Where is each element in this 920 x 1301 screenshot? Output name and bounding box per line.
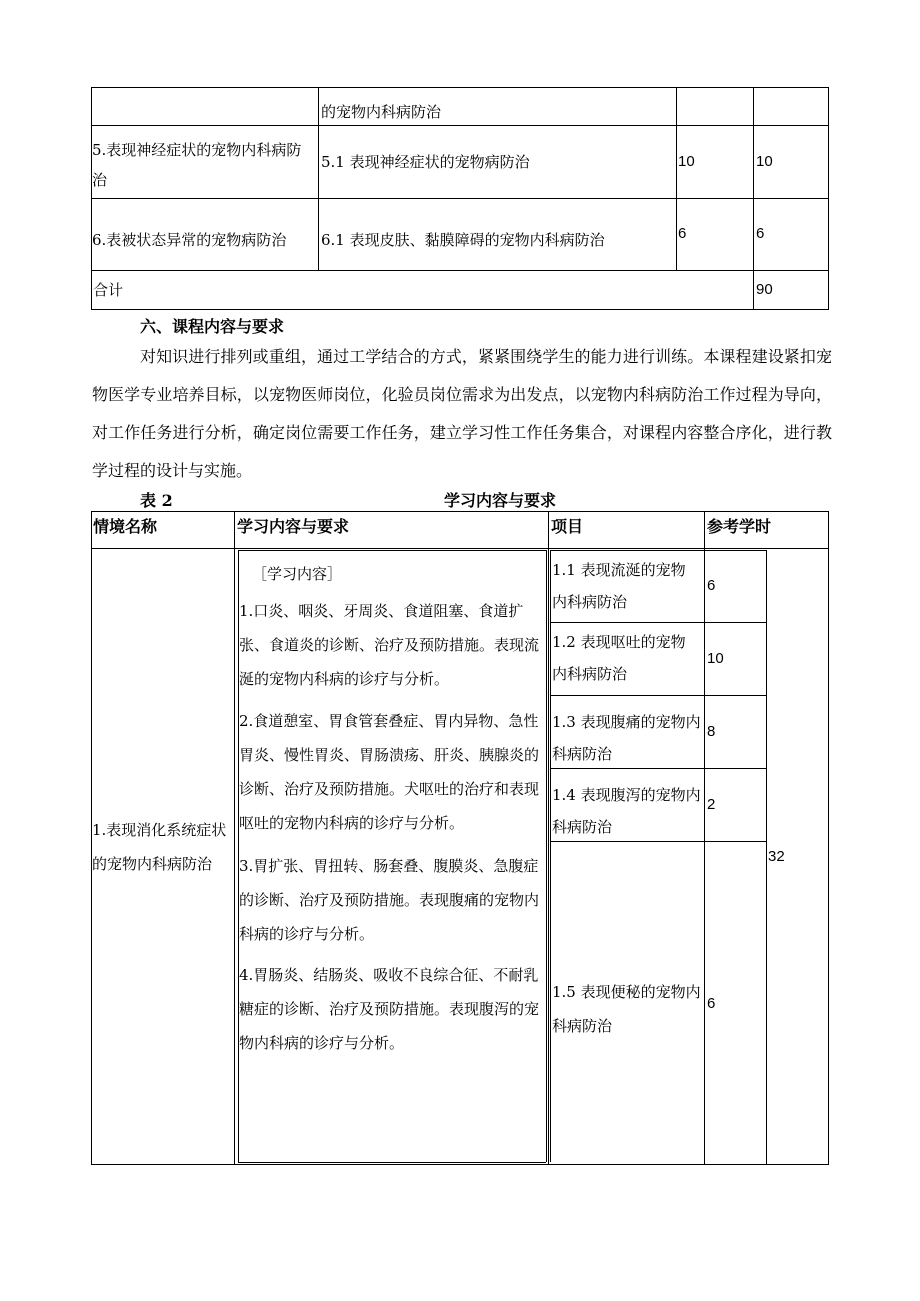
table1-row5-hours: 10: [678, 153, 695, 170]
table1-total-value: 90: [756, 281, 773, 298]
table1-row5-situation: 5.表现神经症状的宠物内科病防治: [92, 141, 302, 189]
table2-content-item-2: 2.食道憩室、胃食管套叠症、胃内异物、急性胃炎、慢性胃炎、胃肠溃疡、肝炎、胰腺炎的诊断、治疗及预防措施。犬呕吐的治疗和表现呕吐的宠物内科病的诊疗与分析。: [239, 712, 540, 832]
table2-project-5: 1.5 表现便秘的宠物内科病防治: [552, 983, 701, 1035]
table2-title: 学习内容与要求: [444, 491, 557, 510]
table2-project-1-hours: 6: [707, 577, 716, 594]
table2-content-item-4: 4.胃肠炎、结肠炎、吸收不良综合征、不耐乳糖症的诊断、治疗及预防措施。表现腹泻的宠物内科病的诊疗与分析。: [239, 966, 540, 1052]
table1-row6-total: 6: [756, 225, 765, 242]
table2-situation: 1.表现消化系统症状的宠物内科病防治: [92, 821, 227, 873]
table2-project-5-hours: 6: [707, 995, 716, 1012]
table2-content-item-1: 1.口炎、咽炎、牙周炎、食道阻塞、食道扩张、食道炎的诊断、治疗及预防措施。表现流涎的宠物内科病的诊疗与分析。: [239, 602, 540, 688]
table1-row6-task: 6.1 表现皮肤、黏膜障碍的宠物内科病防治: [321, 231, 605, 249]
table2-label: 表 2: [140, 491, 173, 510]
table1-row5-task: 5.1 表现神经症状的宠物病防治: [321, 153, 530, 171]
table2-total-hours: 32: [768, 848, 785, 865]
table2-header-content: 学习内容与要求: [237, 517, 350, 536]
table1-row6-hours: 6: [678, 225, 687, 242]
table2-project-1: 1.1 表现流涎的宠物内科病防治: [552, 561, 686, 611]
table2-header-project: 项目: [551, 517, 584, 536]
table2-project-3: 1.3 表现腹痛的宠物内科病防治: [552, 713, 701, 763]
table1-row6-situation: 6.表被状态异常的宠物病防治: [92, 231, 287, 249]
table2-content-title: ［学习内容］: [252, 565, 343, 583]
table2-project-2-hours: 10: [707, 650, 724, 667]
section-paragraph: 对知识进行排列或重组，通过工学结合的方式，紧紧围绕学生的能力进行训练。本课程建设紧扣宠物医学专业培养目标，以宠物医师岗位，化验员岗位需求为出发点，以宠物内科病防治工作过程为导向，对工作任务进行分析，确定岗位需要工作任务，建立学习性工作任务集合，对课程内容整合序化，进行教学过程的设计与实施。: [92, 347, 832, 480]
table1-row5-total: 10: [756, 153, 773, 170]
table2-content-item-3: 3.胃扩张、胃扭转、肠套叠、腹膜炎、急腹症的诊断、治疗及预防措施。表现腹痛的宠物内科病的诊疗与分析。: [239, 857, 540, 943]
table2-project-4: 1.4 表现腹泻的宠物内科病防治: [552, 786, 701, 836]
table2-header-situation: 情境名称: [93, 517, 158, 536]
table2-project-4-hours: 2: [707, 796, 716, 813]
table1-cont-task: 的宠物内科病防治: [321, 103, 442, 121]
table2-project-2: 1.2 表现呕吐的宠物内科病防治: [552, 633, 686, 683]
table2-project-3-hours: 8: [707, 723, 716, 740]
table1-total-label: 合计: [93, 281, 124, 299]
section-heading: 六、课程内容与要求: [140, 317, 285, 336]
table2-header-hours: 参考学时: [707, 517, 772, 536]
